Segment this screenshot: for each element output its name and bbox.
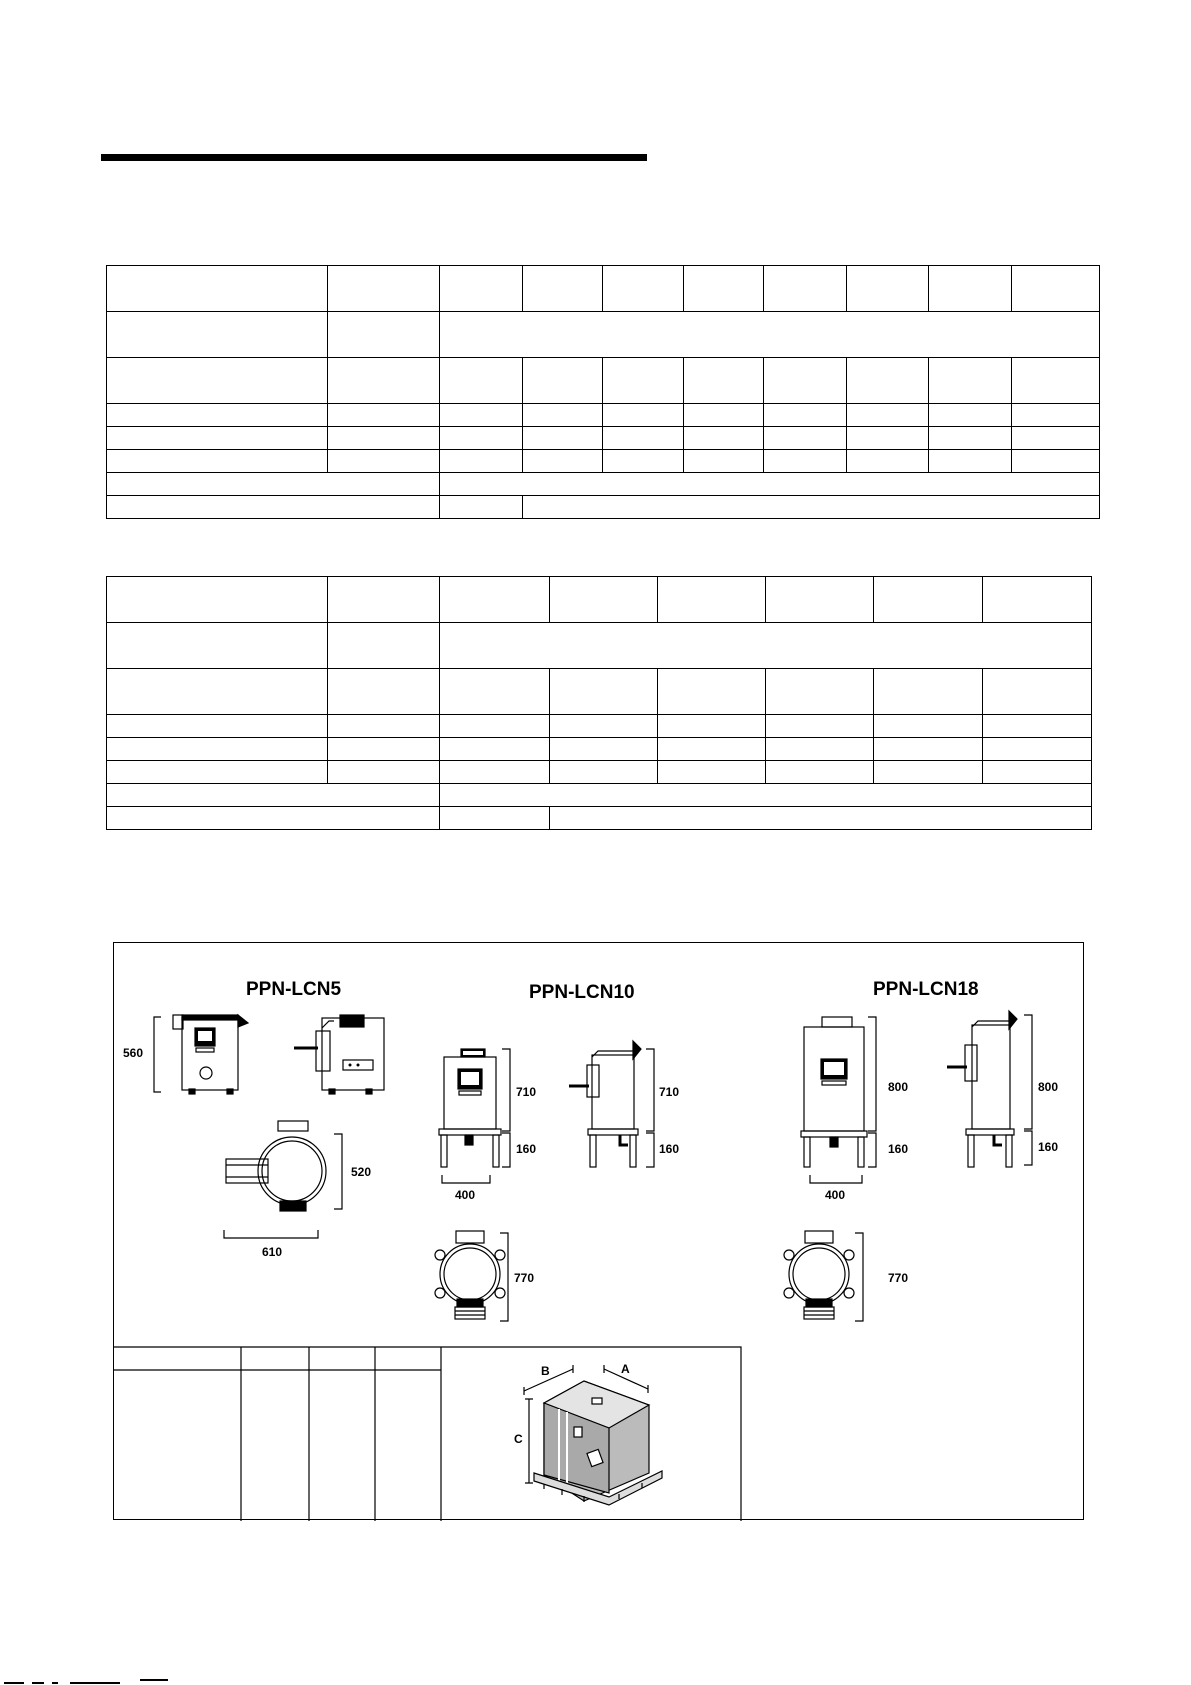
table-row [107,623,1092,669]
lcn18-top-view [784,1231,908,1321]
table-row [107,784,1092,807]
dim-lcn18-width: 400 [825,1188,846,1202]
table-row [107,404,1100,427]
dim-lcn5-depth: 520 [351,1165,372,1179]
table-row [107,496,1100,519]
table-row [107,738,1092,761]
table-row [107,761,1092,784]
dim-lcn10-legs-front: 160 [516,1142,537,1156]
table-row [107,427,1100,450]
spec-table-2 [106,576,1092,830]
package-label-a: A [621,1362,630,1376]
dim-lcn18-legs-front: 160 [888,1142,909,1156]
header-rule [101,154,647,161]
lcn10-front-view [439,1049,536,1202]
table-row [107,473,1100,496]
table-row [107,669,1092,715]
footer-marks [0,1675,200,1685]
table-row [107,266,1100,312]
model-title-lcn5: PPN-LCN5 [246,979,342,1000]
table-row [107,312,1100,358]
dim-lcn10-body-front: 710 [516,1085,537,1099]
dim-lcn18-body-side: 800 [1038,1080,1059,1094]
model-title-lcn10: PPN-LCN10 [529,982,635,1003]
table-row [107,577,1092,623]
dim-lcn18-body-front: 800 [888,1080,909,1094]
package-label-b: B [541,1364,550,1378]
table-row [107,358,1100,404]
dim-lcn5-height: 560 [123,1046,144,1060]
dimension-drawings [114,943,1085,1521]
dim-lcn10-width: 400 [455,1188,476,1202]
dimension-drawings-panel [113,942,1084,1520]
package-label-c: C [514,1432,523,1446]
table-row [107,715,1092,738]
table-row [107,450,1100,473]
dim-lcn10-body-side: 710 [659,1085,680,1099]
dim-lcn18-legs-side: 160 [1038,1140,1059,1154]
dim-lcn5-width: 610 [262,1245,283,1259]
dim-lcn10-legs-side: 160 [659,1142,680,1156]
spec-table-1 [106,265,1100,519]
package-illustration [514,1362,662,1505]
dim-lcn18-depth: 770 [888,1271,909,1285]
lcn5-front-view [123,1015,248,1094]
lcn10-side-view [569,1041,679,1167]
table-row [107,807,1092,830]
lcn18-front-view [801,1017,908,1202]
model-title-lcn18: PPN-LCN18 [873,979,979,1000]
lcn5-side-view [294,1015,384,1094]
dim-lcn10-depth: 770 [514,1271,535,1285]
lcn10-top-view [435,1231,534,1321]
lcn5-top-view [224,1121,371,1259]
lcn18-side-view [947,1011,1058,1167]
